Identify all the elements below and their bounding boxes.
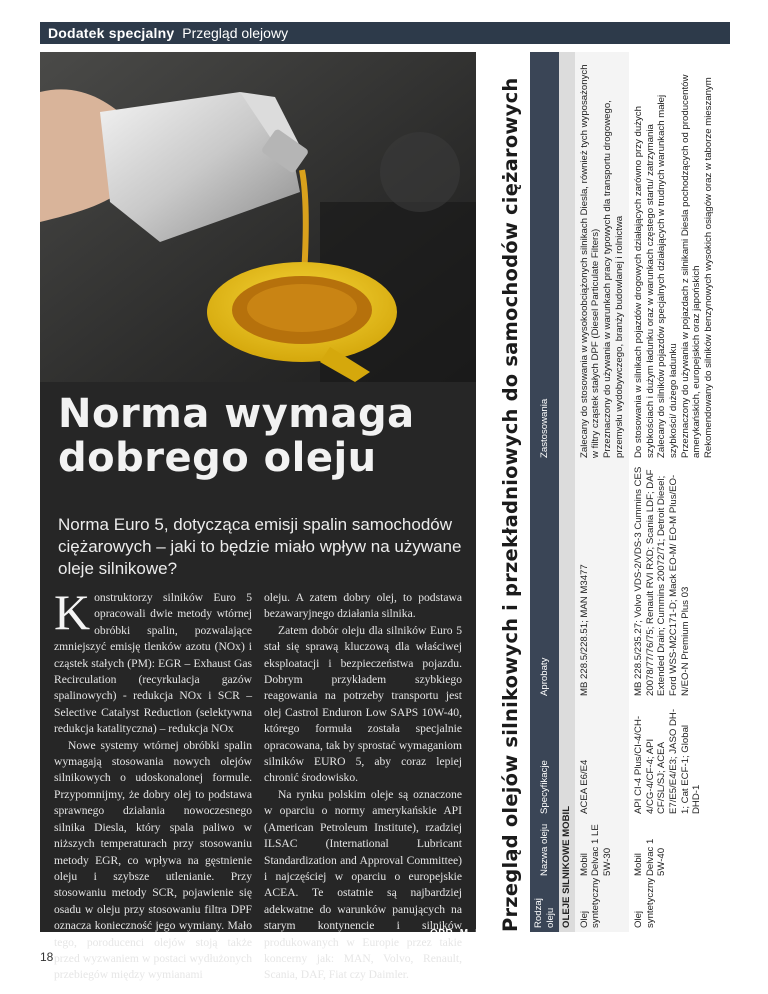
usage-line: Rekomendowany do silników benzynowych wysokich osiągów oraz w taborze mieszanym (702, 77, 714, 458)
oil-table (530, 52, 718, 932)
article-column-left (54, 584, 252, 984)
column-header-name: Nazwa oleju (530, 818, 559, 880)
cell-name: Mobil Delvac 1 LE 5W-30 (575, 818, 629, 880)
section-label (48, 23, 288, 43)
paragraph-4: Zatem dobór oleju dla silników Euro 5 stał się sprawą kluczową dla właściwej eksploatacji i bezpieczeństwa pojazdu. Dobrym przykładem szybkiego reagowania na potrzeby transportu jest olej Castrol Enduron Low SAPS 10W-40, którego formuła została specjalnie opracowana, tak by sprostać wymaganiom silników EURO 5, aby coraz lepiej chronić środowisko. (264, 623, 462, 785)
cell-approvals: MB 228.5/228.51; MAN M3477 (575, 462, 629, 700)
usage-line: Przeznaczony do używania w warunkach pracy typowych dla transportu drogowego, przemysłu wydobywczego, branży budowlanej i rolnictwa (601, 100, 625, 458)
cell-type: Olej syntetyczny (575, 880, 629, 932)
oil-table-rotated (492, 52, 726, 932)
article-subtitle: Norma Euro 5, dotycząca emisji spalin samochodów ciężarowych – jaki to będzie miało wpływ na używane oleje silnikowe? (58, 515, 462, 578)
paragraph-2: Nowe systemy wtórnej obróbki spalin wymagają stosowania nowych olejów silnikowych o udoskonalonej formule. Przypomnijmy, że dobry olej to podstawa sprawnego działania nowoczesnego silnika Diesla, który spala paliwo w niższych temperaturach przy stosowaniu metody EGR, co wpływa na gęstnienie oleju i szybsze utlenianie. Przy stosowaniu metody SCR, pojawienie się osadu w oleju przy stosowaniu filtra DPF oznacza konieczność jego wymiany. Mało tego, poroducenci olejów stoją także przed wyzwaniem w postaci wydłużonych przebiegów między wymianami (54, 738, 252, 982)
title-line-2: dobrego oleju (58, 435, 377, 481)
usage-line: Do stosowania w silnikach pojazdów drogowych działających zarówno przy dużych szybkościach i dużym ładunku oraz w warunkach częstego startu/ zatrzymania (633, 106, 656, 458)
column-header-approvals: Aprobaty (530, 462, 559, 700)
oil-table-section (492, 52, 726, 932)
usage-line: Przeznaczony do używania w pojazdach z silnikami Diesla pochodzących od producentów amerykańskich, europejskich oraz japońskich (679, 74, 703, 458)
article-author: OPR. M. Mazur (430, 928, 507, 939)
cell-usage (575, 52, 629, 462)
article-column-right (264, 590, 462, 984)
article-title (58, 392, 415, 480)
cell-spec: ACEA E6/E4 (575, 700, 629, 818)
group-label: OLEJE SILNIKOWE MOBIL (559, 52, 575, 932)
cell-name: Mobil Delvac 1 5W-40 (629, 818, 718, 880)
page-number: 18 (40, 950, 54, 964)
cell-type: Olej syntetyczny (629, 880, 718, 932)
table-title: Przegląd olejów silnikowych i przekładniowych do samochodów ciężarowych (499, 77, 522, 932)
paragraph-5: Na rynku polskim oleje są oznaczone w oparciu o normy amerykańskie API (American Petroleum Institute), rzadziej ILSAC (International Lubricant Standardization and Approval Committee) i najczęściej w oparciu o europejskie ACEA. Te ostatnie są najbardziej adekwatne do warunków panujących na starym kontynencie i silników produkowanych w Europie przez takie koncerny jak: MAN, Volvo, Renault, Scania, DAF, Fiat czy Daimler. (264, 787, 462, 982)
column-header-type: Rodzaj oleju (530, 880, 559, 932)
drop-cap: K (54, 584, 91, 640)
usage-line: Zalecany do stosowania w wysokoobciążonych silnikach Diesla, również tych wyposażonych w filtry cząstek stałych DPF (Diesel Particulate Filters) (578, 64, 602, 458)
paragraph-1: Konstruktorzy silników Euro 5 opracowali dwie metody wtórnej obróbki spalin, pozwalające zmniejszyć emisję tlenków azotu (NOx) i cząstek stałych (PM): EGR – Exhaust Gas Recirculation (recyrkulacja gazów spalinowych) - redukcja NOx i SCR – Selective Catalyst Reduction (selektywna redukcja katalityczna) – redukcja NOx (54, 584, 252, 736)
table-row (629, 52, 718, 932)
subsection-name: Przegląd olejowy (182, 25, 289, 41)
usage-line: Zalecany do silników pojazdów specjalnych działających w trudnych warunkach małej szybkości/ dużego ładunku (656, 94, 679, 458)
paragraph-3: oleju. A zatem dobry olej, to podstawa bezawaryjnego działania silnika. (264, 591, 462, 621)
oil-pour-photo (40, 52, 476, 382)
column-header-usage: Zastosowania (530, 52, 559, 462)
cell-spec: API CI-4 Plus/CI-4/CH-4/CG-4/CF-4; API CF/SL/SJ; ACEA E7/E5/E4/E3; JASO DH-1; Cat ECF-1; Global DHD-1 (629, 700, 718, 818)
cell-usage (629, 52, 718, 462)
column-header-spec: Specyfikacje (530, 700, 559, 818)
section-name: Dodatek specjalny (48, 25, 175, 41)
table-group-row (559, 52, 575, 932)
title-line-1: Norma wymaga (58, 391, 415, 437)
table-row (575, 52, 629, 932)
cell-approvals: MB 228.5/235.27; Volvo VDS-2/VDS-3 Cummins CES 20078/77/76/75; Renault RVI RXD; Scania LDF; DAF Extended Drain; Cummins 20072/71; Detroit Diesel; Ford WSS-M2C171-D; Mack EO-M/ EO-M Plus/EO-N/EO-N Premium Plus 03 (629, 462, 718, 700)
table-header-row (530, 52, 559, 932)
section-header (0, 0, 768, 46)
